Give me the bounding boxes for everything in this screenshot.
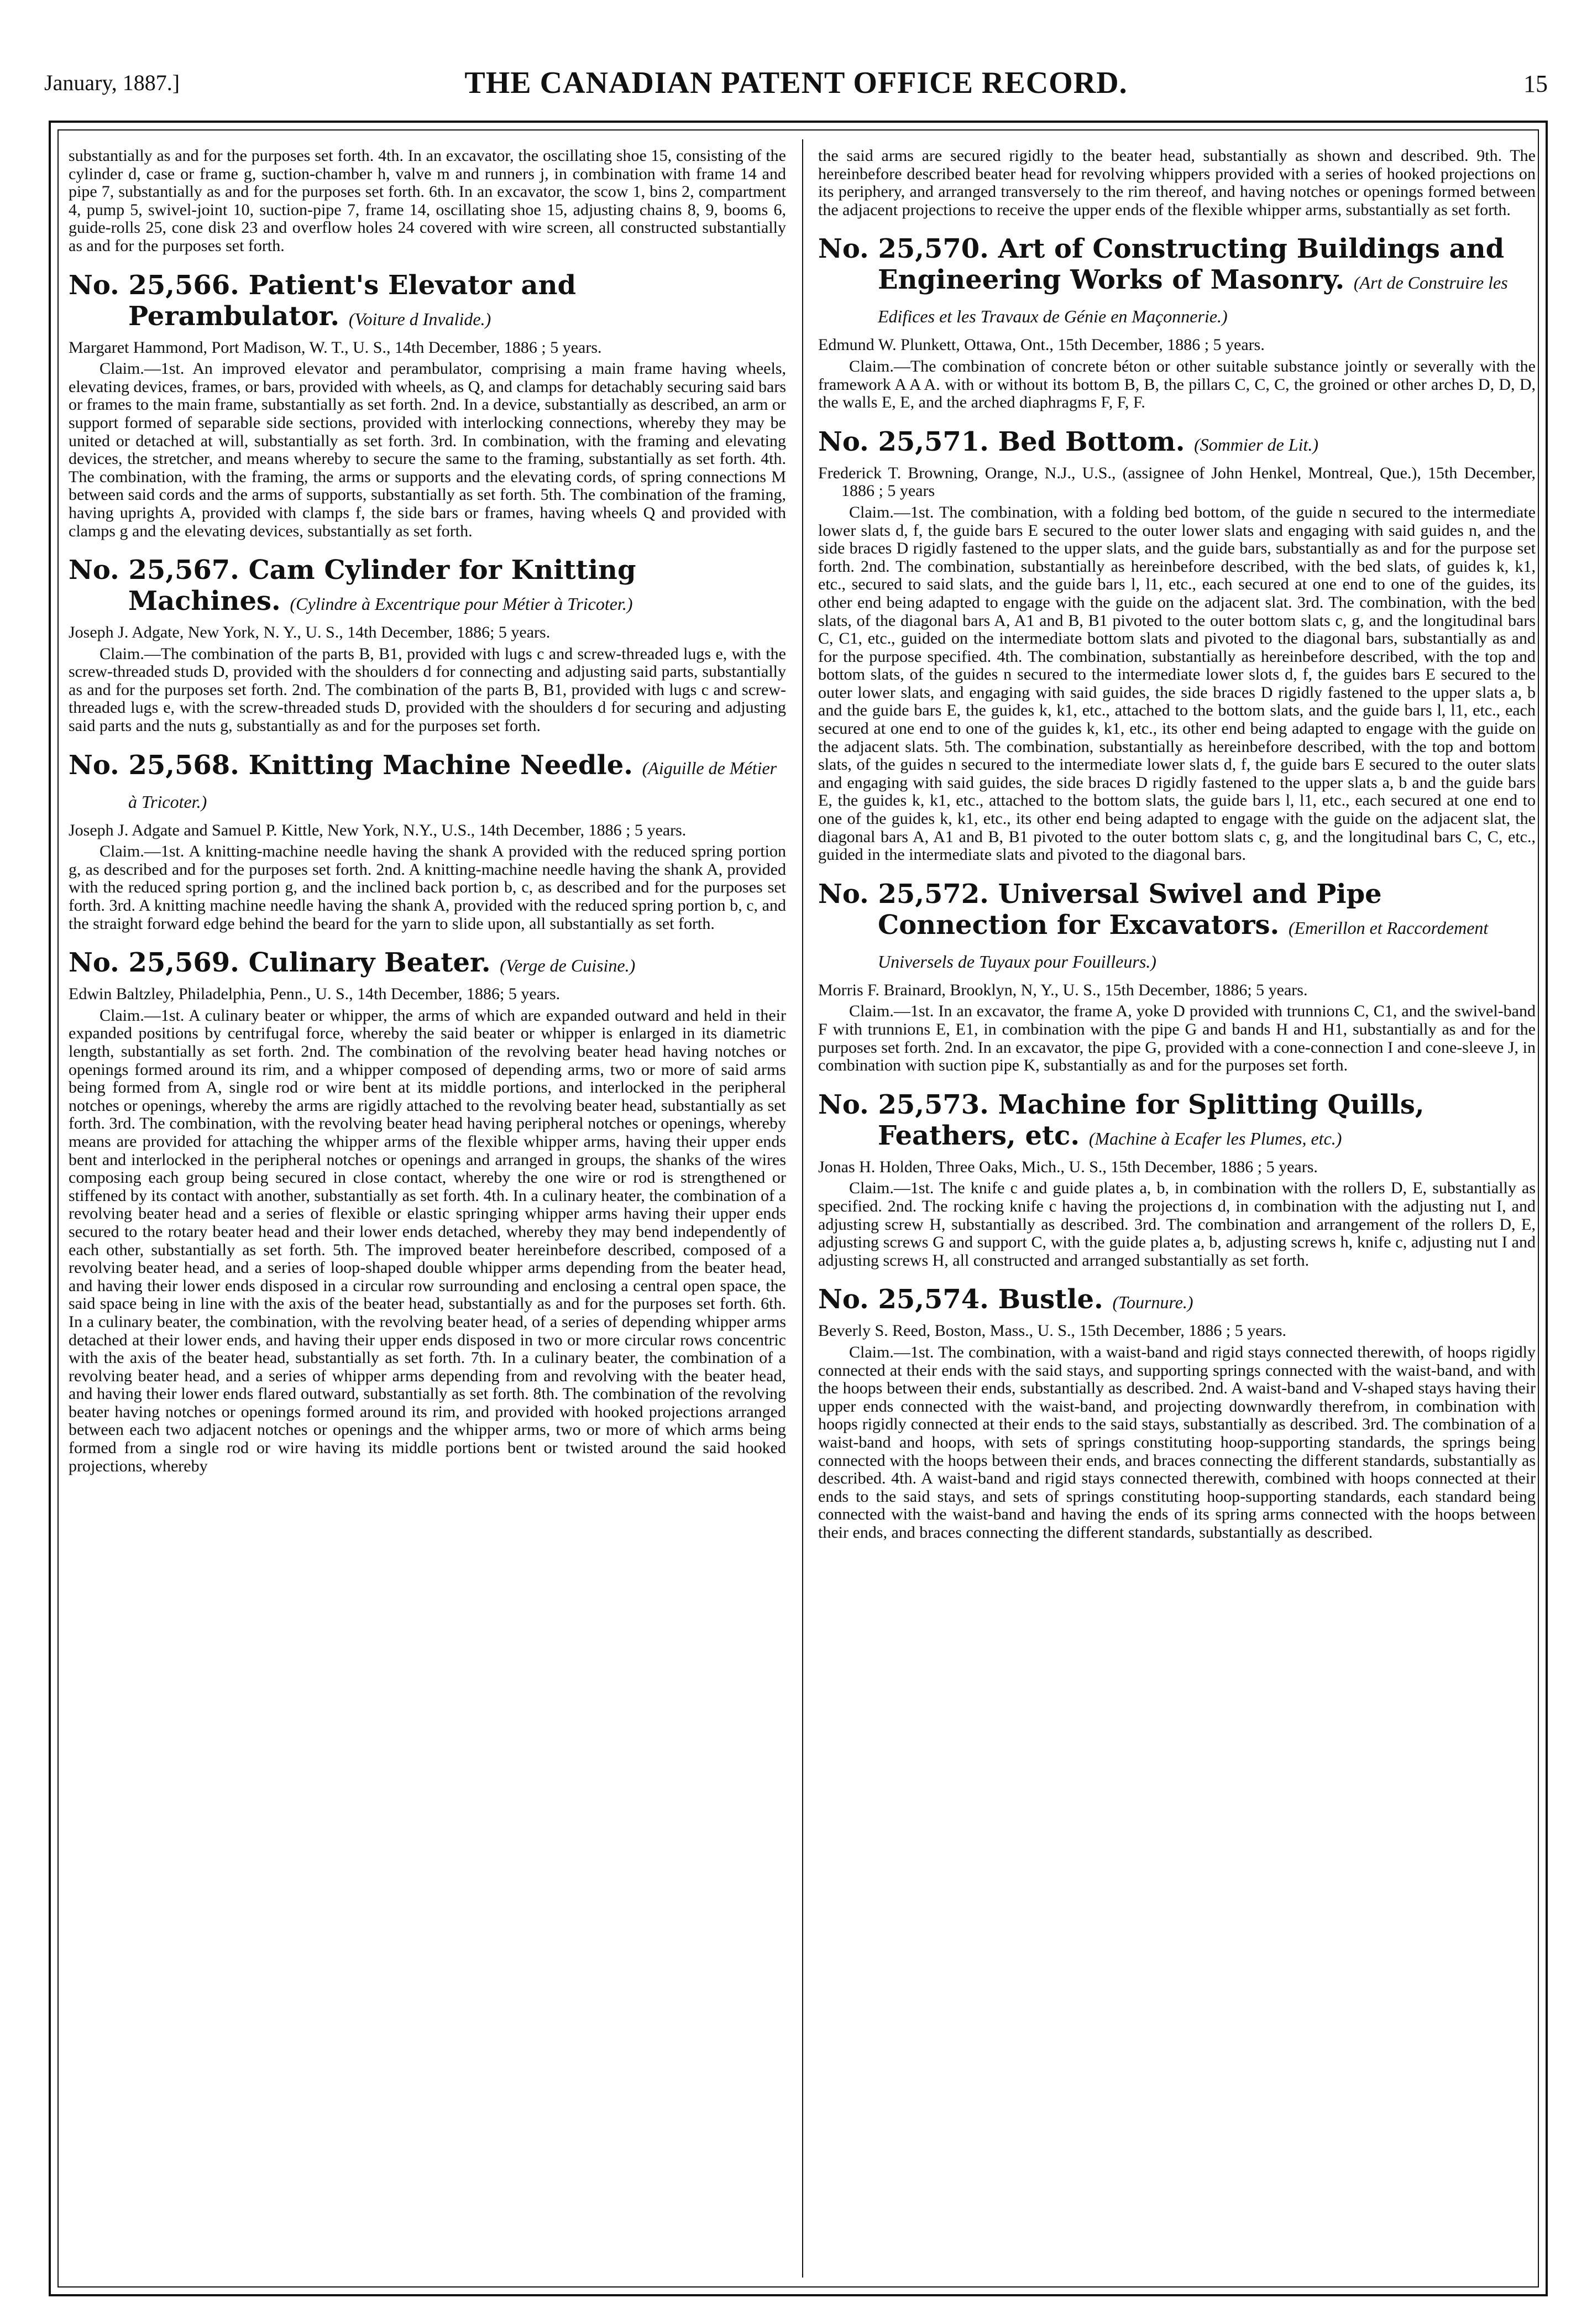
patent-entry-25566	[69, 270, 786, 541]
french-title: (Verge de Cuisine.)	[500, 955, 636, 976]
continued-claim-text: substantially as and for the purposes set forth. 4th. In an excavator, the oscillating shoe 15, consisting of the cylinder d, case or frame g, suction-chamber h, valve m and runners j, in combination with frame 14 and pipe 7, substantially as and for the purposes set forth. 6th. In an excavator, the scow 1, bins 2, compartment 4, pump 5, swivel-joint 10, suction-pipe 7, frame 14, oscillating shoe 15, adjusting chains 8, 9, booms 6, guide-rolls 25, cone disk 23 and overflow holes 24 covered with wire screen, all constructed substantially as and for the purposes set forth.	[69, 147, 786, 255]
patent-title: No. 25,572. Universal Swivel and Pipe Connection for Excavators.	[818, 878, 1382, 941]
patent-claim: Claim.—1st. A culinary beater or whipper, the arms of which are expanded outward and held in their expanded positions by centrifugal force, whereby the said beater or whipper is enlarged in its diametric length, substantially as set forth. 2nd. The combination of the revolving beater head having notches or openings formed around its rim, and a whipper composed of depending arms, two or more of said arms being formed from A, single rod or wire bent at its middle portions, and interlocked in the peripheral notches or openings, whereby the arms are rigidly attached to the revolving beater head, substantially as set forth. 3rd. The combination, with the revolving beater head having peripheral notches or openings, whereby means are provided for attaching the whipper arms of the flexible whipper arms, having their upper ends bent and interlocked in the peripheral notches or openings and arranged in groups, the shanks of the wires composing each group being secured in close contact, whereby the one wire or rod is strengthened or stiffened by its contact with another, substantially as set forth. 4th. In a culinary heater, the combination of a revolving beater head and a series of flexible or elastic springing whipper arms having their upper ends secured to the rotary beater head and their lower ends detached, whereby they may bend independently of each other, substantially as set forth. 5th. The improved beater hereinbefore described, composed of a revolving beater head, and a series of loop-shaped double whipper arms depending from the beater head, and having their lower ends disposed in a circular row surrounding and enclosing a central open space, the said space being in line with the axis of the beater head, substantially as and for the purposes set forth. 6th. In a culinary beater, the combination, with the revolving beater head, of a series of depending whipper arms detached at their lower ends, and having their upper ends disposed in two or more circular rows concentric with the axis of the beater head, substantially as set forth. 7th. In a culinary beater, the combination of a revolving beater head, and a series of whipper arms depending from and revolving with the beater head, and having their lower ends flared outward, substantially as set forth. 8th. The combination of the revolving beater having notches or openings formed around its rim, and provided with hooked projections arranged between each two adjacent notches or openings and the whipper arms, two or more of which arms being formed from a single rod or wire having its middle portions bent or twisted around the said hooked projections, whereby	[69, 1006, 786, 1475]
patent-claim: Claim.—1st. An improved elevator and perambulator, comprising a main frame having wheels, elevating devices, frames, or bars, provided with wheels, as Q, and clamps for detachably securing said bars or frames to the main frame, substantially as set forth. 2nd. In a device, substantially as described, an arm or support formed of separable side sections, provided with interlocking connections, whereby they may be united or detached at will, substantially as set forth. 3rd. In combination, with the framing and elevating devices, the stretcher, and means whereby to secure the same to the framing, substantially as set forth. 4th. The combination, with the framing, the arms or supports and the elevating cords, of spring connections M between said cords and the arms of supports, substantially as set forth. 5th. The combination of the framing, having uprights A, provided with clamps f, the side bars or frames, having wheels Q and provided with clamps g and the elevating devices, substantially as set forth.	[69, 359, 786, 540]
patent-claim: Claim.—1st. In an excavator, the frame A, yoke D provided with trunnions C, C1, and the swivel-band F with trunnions E, E1, in combination with the pipe G and bands H and H1, substantially as and for the purposes set forth. 2nd. In an excavator, the pipe G, provided with a cone-connection I and cone-sleeve J, in combination with suction pipe K, substantially as and for the purposes set forth.	[818, 1002, 1536, 1075]
patent-heading	[818, 233, 1536, 332]
french-title: (Tournure.)	[1112, 1292, 1193, 1313]
french-title: (Voiture d Invalide.)	[348, 309, 491, 329]
patent-title: No. 25,569. Culinary Beater.	[69, 947, 491, 979]
patent-inventor: Frederick T. Browning, Orange, N.J., U.S., (assignee of John Henkel, Montreal, Que.), 15th December, 1886 ; 5 years	[818, 463, 1536, 500]
publication-title: THE CANADIAN PATENT OFFICE RECORD.	[464, 66, 1128, 100]
column-divider	[802, 139, 803, 2278]
patent-inventor: Morris F. Brainard, Brooklyn, N, Y., U. S., 15th December, 1886; 5 years.	[818, 980, 1308, 999]
patent-heading	[818, 1284, 1536, 1318]
patent-entry-25569	[69, 947, 786, 1475]
french-title: (Sommier de Lit.)	[1194, 434, 1318, 455]
patent-heading	[69, 270, 786, 335]
patent-inventor: Joseph J. Adgate and Samuel P. Kittle, New York, N.Y., U.S., 14th December, 1886 ; 5 years.	[69, 821, 687, 839]
patent-title: No. 25,573. Machine for Splitting Quills, Feathers, etc.	[818, 1089, 1425, 1151]
patent-inventor: Joseph J. Adgate, New York, N. Y., U. S., 14th December, 1886; 5 years.	[69, 623, 551, 642]
patent-entry-25573	[818, 1089, 1536, 1270]
patent-entry-25570	[818, 233, 1536, 411]
patent-heading	[69, 947, 786, 981]
patent-entry-25574	[818, 1284, 1536, 1542]
page-header	[44, 65, 1548, 121]
patent-heading	[818, 1089, 1536, 1154]
continued-claim-text: the said arms are secured rigidly to the beater head, substantially as shown and described. 9th. The hereinbefore described beater head for revolving whippers provided with a series of hooked projections on its periphery, and arranged transversely to the rim thereof, and having notches or openings formed between the adjacent projections to receive the upper ends of the flexible whipper arms, substantially as set forth.	[818, 147, 1536, 219]
patent-entry-25572	[818, 879, 1536, 1075]
page-number: 15	[1523, 70, 1548, 97]
patent-heading	[818, 879, 1536, 977]
patent-inventor: Edmund W. Plunkett, Ottawa, Ont., 15th December, 1886 ; 5 years.	[818, 336, 1265, 354]
patent-inventor: Jonas H. Holden, Three Oaks, Mich., U. S., 15th December, 1886 ; 5 years.	[818, 1157, 1318, 1176]
patent-claim: Claim.—The combination of the parts B, B1, provided with lugs c and screw-threaded lugs e, with the screw-threaded studs D, provided with the shoulders d for connecting and adjusting said parts, substantially as and for the purposes set forth. 2nd. The combination of the parts B, B1, provided with lugs c and screw-threaded lugs e, with the screw-threaded studs D, provided with the shoulders d for securing and adjusting said parts and the nuts g, substantially as and for the purposes set forth.	[69, 644, 786, 735]
french-title: (Art de Construire les Edifices et les Travaux de Génie en Maçonnerie.)	[878, 273, 1508, 327]
patent-title: No. 25,567. Cam Cylinder for Knitting Machines.	[69, 555, 636, 617]
patent-title: No. 25,568. Knitting Machine Needle.	[69, 749, 633, 781]
issue-date: January, 1887.]	[44, 70, 180, 95]
french-title: (Cylindre à Excentrique pour Métier à Tricoter.)	[290, 594, 633, 614]
french-title: (Machine à Ecafer les Plumes, etc.)	[1088, 1128, 1342, 1148]
left-column	[69, 147, 786, 1475]
patent-heading	[818, 426, 1536, 460]
patent-title: No. 25,570. Art of Constructing Buildings and Engineering Works of Masonry.	[818, 233, 1505, 296]
patent-inventor: Beverly S. Reed, Boston, Mass., U. S., 15th December, 1886 ; 5 years.	[818, 1322, 1287, 1340]
right-column	[818, 147, 1536, 1542]
page-frame-inner	[57, 129, 1539, 2288]
patent-inventor: Edwin Baltzley, Philadelphia, Penn., U. S., 14th December, 1886; 5 years.	[69, 985, 561, 1004]
patent-heading	[69, 555, 786, 619]
french-title: (Emerillon et Raccordement Universels de Tuyaux pour Fouilleurs.)	[878, 917, 1489, 972]
page-frame	[49, 121, 1548, 2296]
patent-title: No. 25,571. Bed Bottom.	[818, 426, 1185, 457]
patent-heading	[69, 750, 786, 817]
patent-claim: Claim.—1st. A knitting-machine needle having the shank A provided with the reduced spring portion g, as described and for the purposes set forth. 2nd. A knitting-machine needle having the shank A, provided with the reduced spring portion g, and the inclined back portion b, c, as described and for the purposes set forth. 3rd. A knitting machine needle having the shank A, provided with the reduced spring portion b, c, and the straight forward edge behind the beard for the yarn to slide upon, all substantially as set forth.	[69, 842, 786, 933]
patent-claim: Claim.—1st. The combination, with a waist-band and rigid stays connected therewith, of hoops rigidly connected at their ends with the said stays, and supporting springs connected with the waist-band, and with the hoops between their ends, substantially as described. 2nd. A waist-band and V-shaped stays having their upper ends connected with the waist-band, and projecting downwardly therefrom, in combination with hoops rigidly connected at their ends to the said stays, substantially as described. 3rd. The combination of a waist-band and hoops, with sets of springs constituting hoop-supporting standards, the springs being connected with the hoops between their ends, and braces connecting the different standards, substantially as described. 4th. A waist-band and rigid stays connected therewith, combined with hoops connected at their ends to the said stays, and sets of springs constituting hoop-supporting standards, each standard being connected with the waist-band and having the ends of its spring arms connected with the hoops between their ends, and braces connecting the different standards, substantially as described.	[818, 1343, 1536, 1542]
patent-entry-25567	[69, 555, 786, 735]
patent-inventor: Margaret Hammond, Port Madison, W. T., U. S., 14th December, 1886 ; 5 years.	[69, 338, 602, 357]
patent-claim: Claim.—1st. The combination, with a folding bed bottom, of the guide n secured to the intermediate lower slats d, f, the guide bars E secured to the outer lower slats and engaging with said guides n, and the side braces D rigidly fastened to the upper slats, and the guide bars, substantially as and for the purpose set forth. 2nd. The combination, substantially as hereinbefore described, with the bed slats, of guides k, k1, etc., secured to said slats, and the guide bars l, l1, etc., each secured at one end to one of the guides, its other end being adapted to engage with the guide on the adjacent slat. 3rd. The combination, with the bed slats, of the diagonal bars A, A1 and B, B1 pivoted to the outer bottom slats c, g, and the longitudinal bars C, C1, etc., guided on the intermediate bottom slats and pivoted to the diagonal bars, substantially as and for the purpose specified. 4th. The combination, substantially as hereinbefore described, with the top and bottom slats, of the guides n secured to the intermediate lower slots d, f, the guides bars E secured to the outer lower slats, and engaging with said guides, the side braces D rigidly fastened to the upper slats a, b and the guide bars E, the guides k, k1, etc., attached to the bottom slats, and the guide bars l, l1, etc., each secured at one end to one of the guides k, k1, etc., its other end being adapted to engage with the guide on the adjacent slats. 5th. The combination, substantially as hereinbefore described, with the top and bottom slats, of the guides n secured to the intermediate lower slats d, f, the guide bars E secured to the outer slats and engaging with said guides, the side braces D rigidly fastened to the upper slats a, b and the guide bars E, the guides k, k1, etc., attached to the bottom slats, the guide bars l, l1, etc., each secured at one end to one of the guides k, k1, etc., its other end being adapted to engage with the guide on the adjacent slat, the diagonal bars A, A1 and B, B1 pivoted to the outer bottom slats c, g, and the longitudinal bars C, C, etc., guided in the intermediate slats and pivoted to the diagonal bars.	[818, 503, 1536, 864]
patent-title: No. 25,566. Patient's Elevator and Perambulator.	[69, 269, 577, 332]
patent-claim: Claim.—The combination of concrete béton or other suitable substance jointly or severally with the framework A A A. with or without its bottom B, B, the pillars C, C, C, the groined or other arches D, D, D, the walls E, E, and the arched diaphragms F, F, F.	[818, 357, 1536, 412]
patent-claim: Claim.—1st. The knife c and guide plates a, b, in combination with the rollers D, E, substantially as specified. 2nd. The rocking knife c having the projections d, in combination with the adjusting nut I, and adjusting screw H, substantially as described. 3rd. The combination and arrangement of the rollers D, E, adjusting screws G and support C, with the guide plates a, b, adjusting screws h, knife c, adjusting nut I and adjusting screws H, all constructed and arranged substantially as set forth.	[818, 1179, 1536, 1270]
patent-entry-25568	[69, 750, 786, 933]
patent-entry-25571	[818, 426, 1536, 864]
french-title: (Aiguille de Métier à Tricoter.)	[128, 758, 777, 812]
patent-title: No. 25,574. Bustle.	[818, 1284, 1103, 1315]
